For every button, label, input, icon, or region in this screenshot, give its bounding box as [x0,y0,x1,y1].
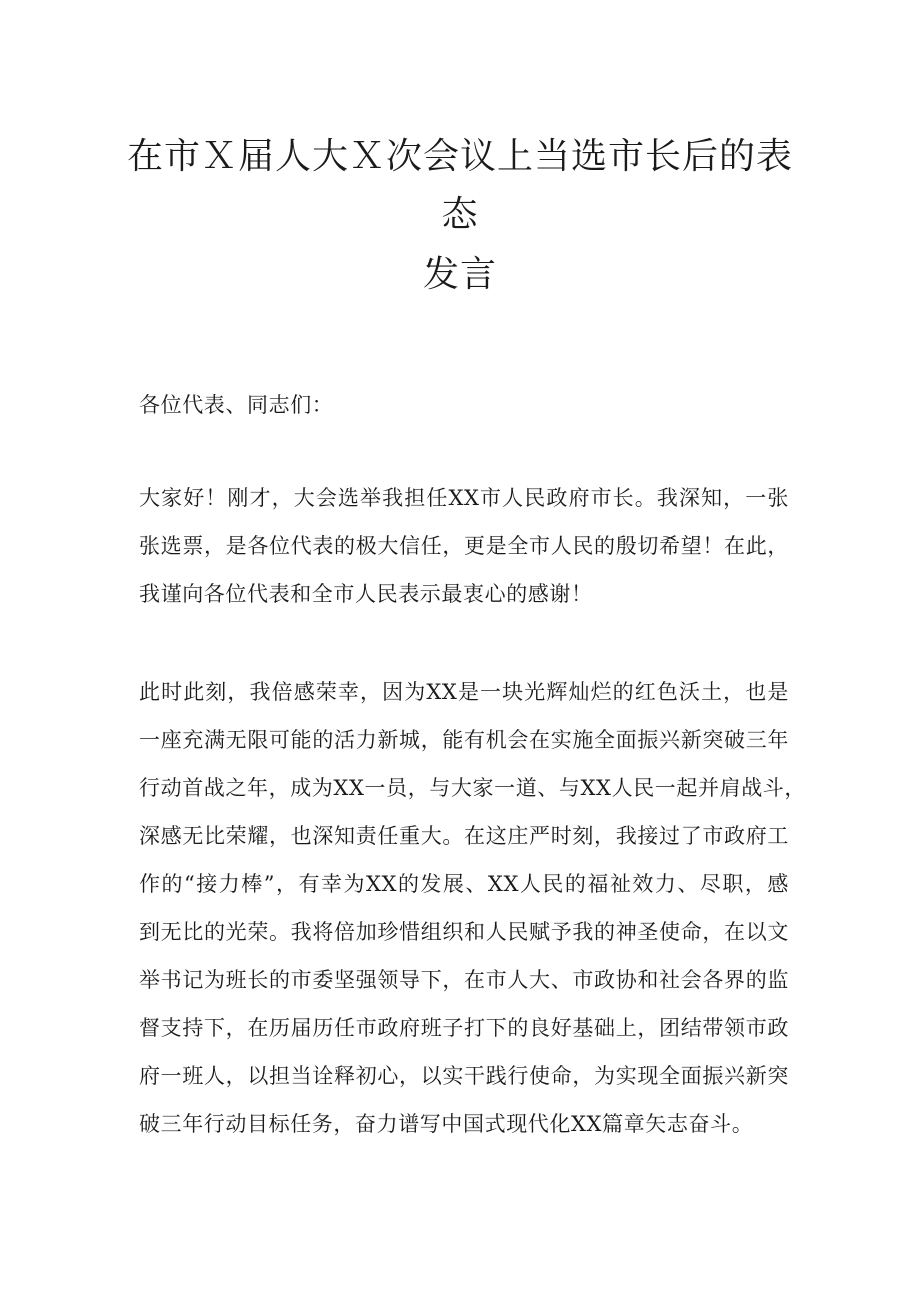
paragraph-1-line-1: 大家好！刚才，大会选举我担任XX市人民政府市长。我深知，一张 [139,486,789,510]
paragraph-2-line-3: 行动首战之年，成为XX一员，与大家一道、与XX人民一起并肩战斗， [139,776,806,800]
paragraph-2-line-9: 府一班人，以担当诠释初心，以实干践行使命，为实现全面振兴新突 [139,1064,789,1088]
document-title-line-1: 在市Ｘ届人大Ｘ次会议上当选市长后的表 [126,136,793,177]
document-title-line-2: 态 [441,194,479,235]
paragraph-1-line-3: 我谨向各位代表和全市人民表示最衷心的感谢！ [139,582,593,606]
paragraph-2-line-8: 督支持下，在历届历任市政府班子打下的良好基础上，团结带领市政 [139,1016,789,1040]
paragraph-2-line-6: 到无比的光荣。我将倍加珍惜组织和人民赋予我的神圣使命，在以文 [139,920,789,944]
paragraph-2-line-7: 举书记为班长的市委坚强领导下，在市人大、市政协和社会各界的监 [139,968,789,992]
document-title-line-3: 发言 [422,254,497,295]
paragraph-1-line-2: 张选票，是各位代表的极大信任，更是全市人民的殷切希望！在此， [139,534,789,558]
salutation: 各位代表、同志们： [139,393,334,417]
paragraph-2-line-4: 深感无比荣耀，也深知责任重大。在这庄严时刻，我接过了市政府工 [139,824,789,848]
paragraph-2-line-2: 一座充满无限可能的活力新城，能有机会在实施全面振兴新突破三年 [139,728,789,752]
paragraph-2-line-10: 破三年行动目标任务，奋力谱写中国式现代化XX篇章矢志奋斗。 [139,1112,754,1136]
paragraph-2-line-5: 作的“接力棒”，有幸为XX的发展、XX人民的福祉效力、尽职，感 [139,872,789,896]
paragraph-2-line-1: 此时此刻，我倍感荣幸，因为XX是一块光辉灿烂的红色沃土，也是 [139,680,789,704]
